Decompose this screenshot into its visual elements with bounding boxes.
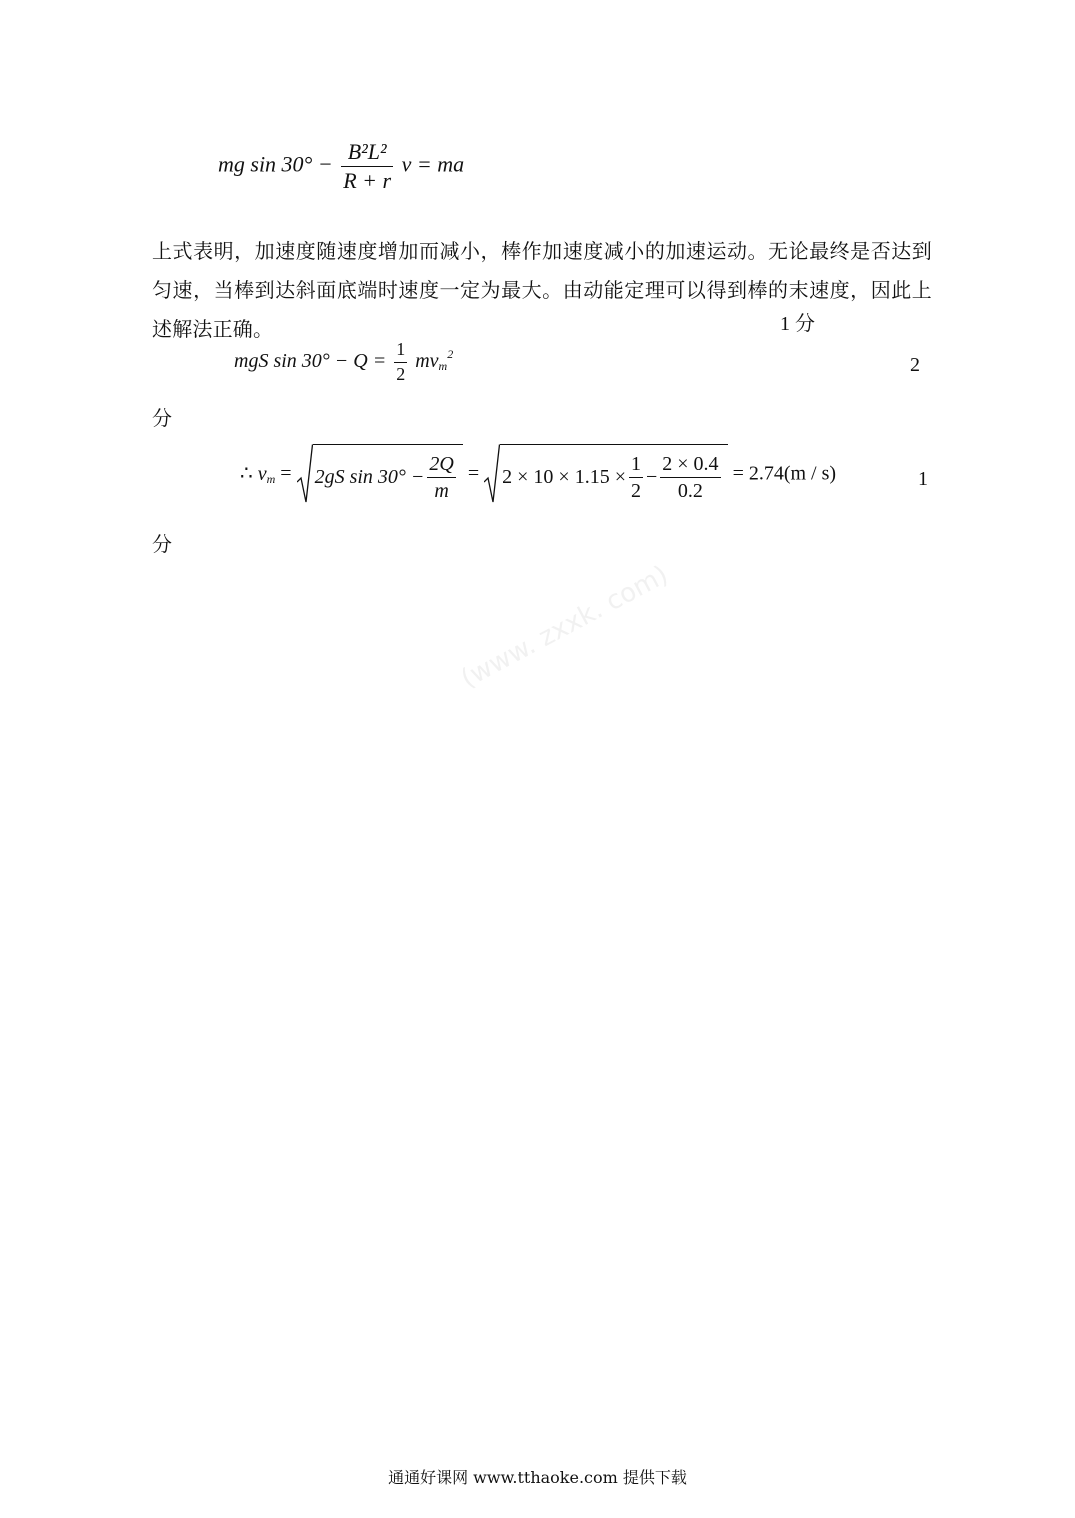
equation-2-numerator: 1 (396, 339, 406, 359)
equation-3-root-1-numerator: 2Q (429, 453, 454, 475)
equation-2-fraction (394, 340, 407, 385)
equation-2-lhs: mgS sin 30° − Q = (234, 349, 387, 372)
equation-3-root-2-fraction-1-denominator: 2 (629, 477, 643, 502)
equation-3-root-2-fraction-1-numerator: 1 (631, 453, 641, 475)
equation-force-balance (218, 140, 464, 193)
equation-final-velocity (240, 444, 836, 506)
equation-1-numerator: B²L² (347, 139, 387, 164)
radical-icon (484, 444, 500, 506)
explanation-paragraph: 上式表明，加速度随速度增加而减小，棒作加速度减小的加速运动。无论最终是否达到匀速，当棒到达斜面底端时速度一定为最大。由动能定理可以得到棒的末速度，因此上述解法正确。 (152, 239, 932, 341)
equation-2-denominator: 2 (396, 363, 406, 384)
watermark-text: (www. zxxk. com) (456, 559, 674, 695)
equation-3-root-1-denominator: m (427, 477, 455, 502)
equation-1-denominator: R + r (343, 168, 392, 194)
equation-2-rhs-base: mv (415, 349, 439, 372)
equation-3-lhs (258, 463, 276, 485)
equation-3-root-2-fraction-2-numerator: 2 × 0.4 (662, 453, 719, 475)
score-2-number: 2 (910, 354, 920, 376)
equation-2-rhs (415, 346, 454, 373)
equation-3-equals: = (280, 462, 292, 485)
equation-3-root-2-fraction-2 (660, 453, 720, 502)
radical-icon (297, 444, 313, 506)
score-2-unit: 分 (152, 406, 172, 430)
score-1-text: 1 分 (780, 313, 815, 335)
watermark (380, 470, 800, 730)
page-footer: 通通好课网 www.tthaoke.com 提供下载 (388, 1468, 687, 1487)
equation-3-equals-2: = (467, 462, 480, 485)
equation-3-root-2-fraction-1 (629, 453, 643, 502)
equation-3-lhs-sub: m (266, 471, 276, 486)
equation-3-root-2-minus: − (646, 466, 658, 488)
equation-3-root-1 (297, 444, 463, 506)
equation-2-rhs-sup: 2 (447, 346, 454, 361)
score-3-unit: 分 (152, 532, 172, 556)
score-1 (780, 307, 815, 336)
equation-1-rhs: v = ma (401, 151, 465, 177)
equation-1-fraction (341, 140, 393, 193)
equation-2-rhs-sub: m (438, 358, 448, 373)
equation-3-root-1-prefix: 2gS sin 30° − (314, 466, 425, 488)
equation-3-lhs-base: v (257, 462, 267, 485)
equation-3-root-2 (484, 444, 727, 506)
equation-3-root-2-prefix: 2 × 10 × 1.15 × (502, 466, 626, 488)
equation-3-result: = 2.74(m / s) (732, 462, 837, 485)
equation-3-root-2-fraction-2-denominator: 0.2 (660, 477, 720, 502)
equation-3-root-1-fraction (427, 453, 455, 502)
equation-1-lhs: mg sin 30° − (218, 151, 333, 177)
equation-energy (234, 340, 453, 385)
score-3-number: 1 (918, 468, 928, 490)
equation-3-therefore: ∴ (240, 462, 253, 485)
